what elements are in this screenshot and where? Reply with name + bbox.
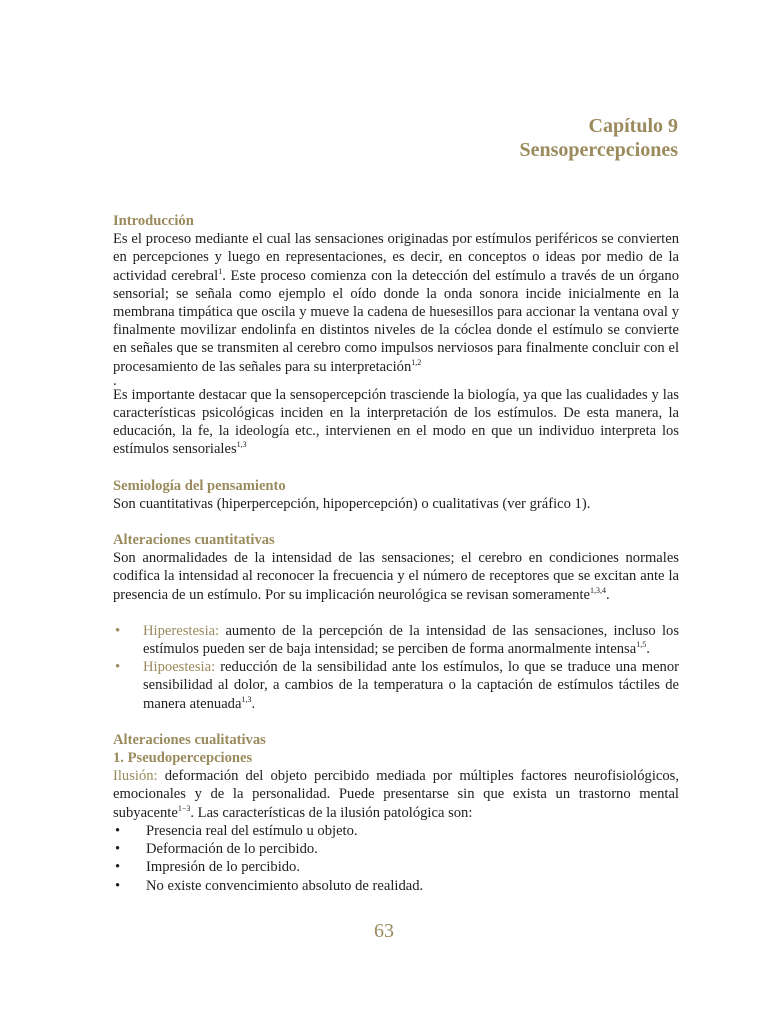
list-item: • Hiperestesia: aumento de la percepción de la intensidad de las sensaciones, incluso los estímulos pueden ser de baja intensidad; se perciben de forma anormalmente intensa$^{1,5}$. bbox=[115, 622, 679, 658]
section-heading-cualitativas: Alteraciones cualitativas bbox=[113, 731, 266, 748]
list-item: • Hipoestesia: reducción de la sensibilidad ante los estímulos, lo que se traduce una menor sensibilidad al dolor, a cambios de la temperatura o la captación de estímulos táctiles de manera atenuada$^{1,3}$. bbox=[115, 659, 679, 712]
citation: 1,3,4 bbox=[590, 585, 606, 595]
bullet-icon: • bbox=[115, 841, 121, 858]
ilusion-characteristics-list bbox=[113, 822, 679, 895]
intro-paragraph-2: Es importante destacar que la sensopercepción trasciende la biología, ya que las cualidades y las características psicológicas inciden en la interpretación de los estímulos. De esta manera, la educación, la fe, la ideología etc., intervienen en el modo en que un individuo interpreta los estímulos sensoriales$^{1,3}$ bbox=[113, 386, 679, 458]
page-body bbox=[113, 212, 679, 895]
citation: 1,2 bbox=[411, 357, 422, 367]
bullet-icon: • bbox=[115, 822, 121, 839]
bullet-icon: • bbox=[115, 859, 121, 876]
list-item: • Impresión de lo percibido. bbox=[115, 859, 301, 876]
subsection-heading-pseudopercepciones: 1. Pseudopercepciones bbox=[113, 750, 253, 767]
bullet-icon: • bbox=[115, 877, 121, 894]
section-heading-introduccion: Introducción bbox=[113, 213, 194, 229]
section-heading-cuantitativas: Alteraciones cuantitativas bbox=[113, 532, 275, 549]
chapter-header bbox=[519, 114, 678, 162]
citation: 1,3 bbox=[241, 694, 252, 704]
ilusion-paragraph: Ilusión: deformación del objeto percibido mediada por múltiples factores neurofisiológicos, emocionales y de la personalidad. Puede presentarse sin que exista un trastorno mental subyacente$^{1-3}$. Las características de la ilusión patológica son: bbox=[113, 768, 679, 821]
chapter-title: Sensopercepciones bbox=[519, 139, 678, 161]
semiologia-paragraph: Son cuantitativas (hiperpercepción, hipopercepción) o cualitativas (ver gráfico 1). bbox=[113, 495, 591, 512]
citation: 1,3 bbox=[236, 440, 247, 450]
section-heading-semiologia: Semiología del pensamiento bbox=[113, 477, 286, 494]
list-item: • Presencia real del estímulo u objeto. bbox=[115, 822, 358, 839]
term-label: Hipoestesia: bbox=[143, 659, 216, 676]
citation: 1,5 bbox=[636, 640, 647, 650]
cuantitativas-paragraph: Son anormalidades de la intensidad de las sensaciones; el cerebro en condiciones normales codifica la intensidad al reconocer la frecuencia y el número de receptores que se excitan ante la presencia de un estímulo. Por su implicación neurológica se revisan someramente$^{1,3,4}$. bbox=[113, 550, 679, 603]
list-item: • Deformación de lo percibido. bbox=[115, 841, 318, 858]
intro-paragraph-1: Es el proceso mediante el cual las sensaciones originadas por estímulos periféricos se convierten en percepciones y luego en representaciones, es decir, en conceptos o ideas por medio de la actividad cerebral$^1$. Este proceso comienza con la detección del estímulo a través de un órgano sensorial; se señala como ejemplo el oído donde la onda sonora incide inicialmente en la membrana timpática que oscila y mueve la cadena de huesesillos para accionar la ventana oval y finalmente movilizar endolinfa en distintos niveles de la cóclea donde el estímulo se convierte en señales que se transmiten al cerebro como impulsos nerviosos para finalmente concluir con el procesamiento de las señales para su interpretación$^{1,2}$ bbox=[113, 231, 679, 375]
chapter-number: Capítulo 9 bbox=[588, 115, 678, 137]
citation: 1 bbox=[218, 266, 223, 276]
bullet-icon: • bbox=[115, 659, 121, 676]
term-label: Hiperestesia: bbox=[143, 622, 220, 639]
list-item: • No existe convencimiento absoluto de realidad. bbox=[115, 877, 424, 894]
page-number: 63 bbox=[374, 920, 394, 942]
bullet-icon: • bbox=[115, 622, 121, 639]
cuantitativas-list bbox=[113, 622, 679, 713]
term-label: Ilusión: bbox=[113, 768, 158, 785]
citation: 1−3 bbox=[177, 803, 191, 813]
stray-period: . bbox=[113, 372, 117, 389]
